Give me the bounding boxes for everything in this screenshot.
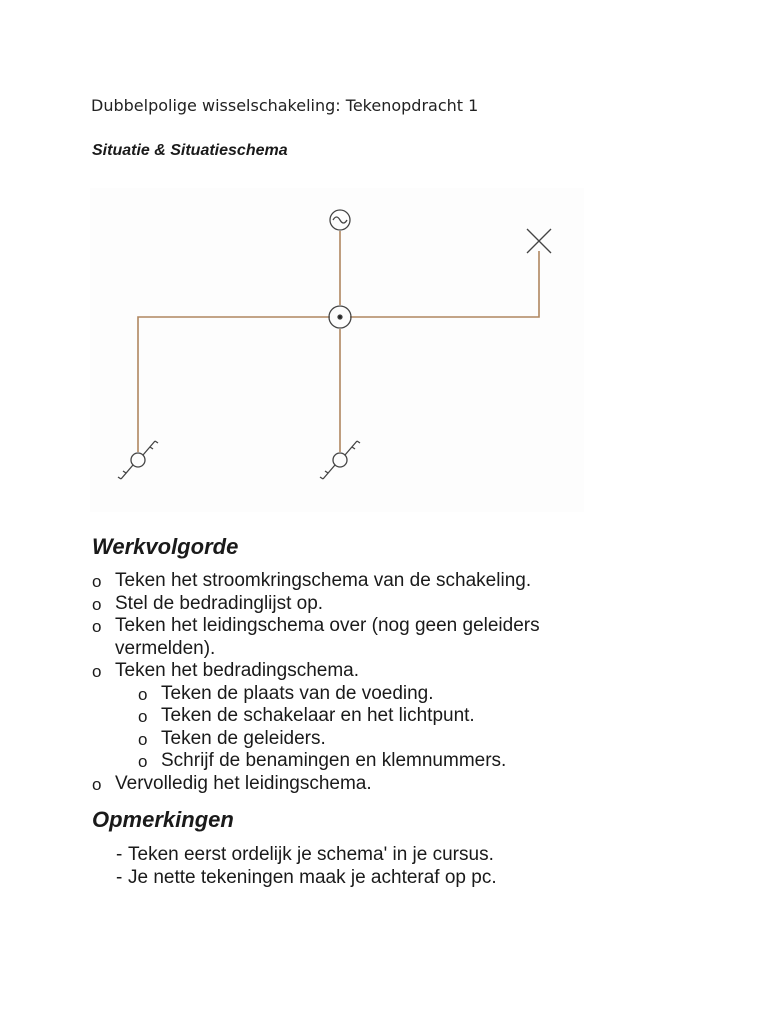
dash-bullet: - [116, 866, 123, 888]
bullet-icon: o [92, 617, 102, 636]
bullet-icon: o [138, 752, 148, 771]
list-item [92, 570, 612, 593]
junction-box-icon [329, 306, 351, 328]
step-text: Stel de bedradinglijst op. [115, 592, 324, 614]
opmerkingen-heading: Opmerkingen [92, 807, 234, 832]
bullet-icon: o [92, 662, 102, 681]
steps-list [92, 570, 612, 795]
bullet-icon: o [92, 594, 102, 614]
bullet-icon: o [92, 572, 102, 591]
bullet-icon: o [92, 774, 102, 794]
list-item [92, 683, 612, 706]
list-item [92, 593, 612, 616]
list-item [92, 660, 612, 683]
list-item [92, 615, 612, 660]
list-item [116, 867, 497, 890]
step-text: Teken het leidingschema over (nog geen geleiders vermelden). [115, 615, 540, 659]
list-item [92, 728, 612, 751]
step-text: Teken het stroomkringschema van de schakeling. [115, 570, 532, 591]
step-text: Vervolledig het leidingschema. [115, 772, 372, 794]
step-text: Teken de geleiders. [161, 727, 326, 749]
notes-list [116, 844, 497, 889]
wire-right [350, 251, 539, 317]
section-subtitle: Situatie & Situatieschema [92, 142, 288, 159]
light-point-icon [527, 229, 551, 253]
list-item [92, 705, 612, 728]
dash-bullet: - [116, 844, 123, 865]
wiring [138, 231, 539, 452]
step-text: Teken het bedradingschema. [115, 660, 359, 681]
bullet-icon: o [138, 707, 148, 726]
list-item [92, 773, 612, 796]
step-text: Schrijf de benamingen en klemnummers. [161, 750, 507, 771]
step-text: Teken de schakelaar en het lichtpunt. [161, 705, 475, 726]
document-title: Dubbelpolige wisselschakeling: Tekenopdracht 1 [91, 96, 479, 115]
note-text: Je nette tekeningen maak je achteraf op pc. [128, 866, 497, 888]
note-text: Teken eerst ordelijk je schema' in je cursus. [128, 844, 494, 865]
situation-diagram [90, 188, 584, 512]
power-supply-icon [330, 210, 350, 230]
step-text: Teken de plaats van de voeding. [161, 682, 434, 704]
bullet-icon: o [138, 684, 148, 704]
list-item [116, 844, 497, 867]
werkvolgorde-heading: Werkvolgorde [92, 534, 239, 559]
bullet-icon: o [138, 729, 148, 749]
list-item [92, 750, 612, 773]
wire-left [138, 317, 330, 452]
